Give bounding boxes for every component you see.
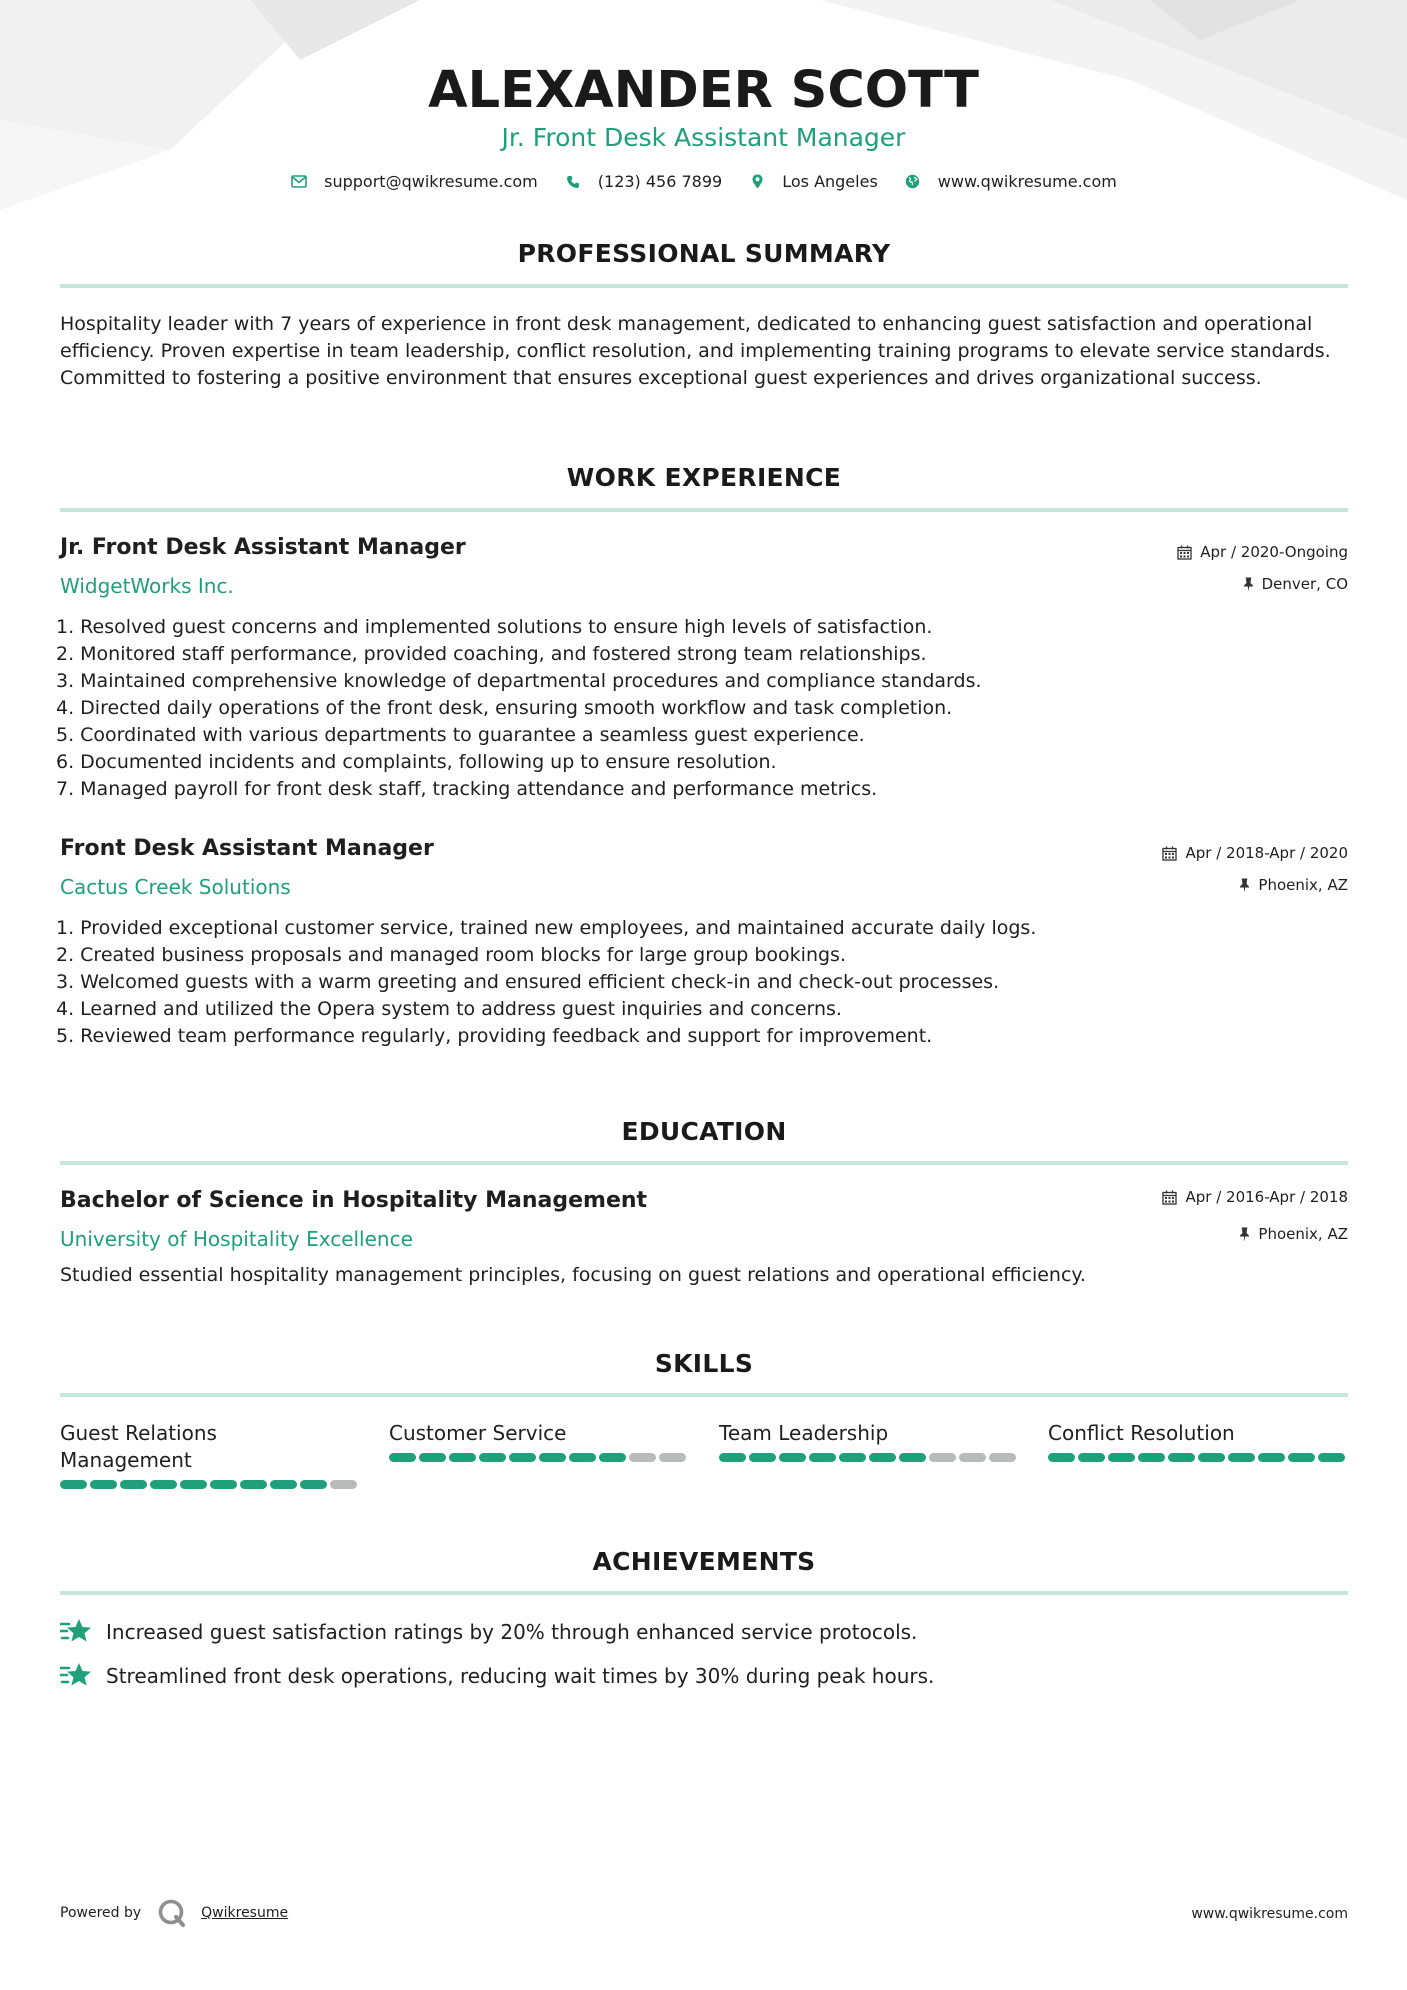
list-item: 6. Documented incidents and complaints, following up to ensure resolution. xyxy=(56,751,777,773)
job-location xyxy=(1243,575,1348,593)
skills-grid xyxy=(60,1420,1348,1500)
job-dates-text: Apr / 2018-Apr / 2020 xyxy=(1185,844,1348,862)
achievement-item xyxy=(60,1618,1350,1646)
powered-by-label: Powered by xyxy=(60,1905,142,1921)
contact-bar xyxy=(0,172,1407,191)
contact-location-text: Los Angeles xyxy=(782,172,878,191)
skill-segment-filled xyxy=(1048,1453,1075,1462)
skill-segment-filled xyxy=(210,1480,237,1489)
skill-item xyxy=(60,1420,360,1489)
skill-segment-filled xyxy=(569,1453,596,1462)
section-title-summary: PROFESSIONAL SUMMARY xyxy=(517,239,891,268)
school-name: University of Hospitality Excellence xyxy=(60,1227,413,1251)
skill-segment-filled xyxy=(1318,1453,1345,1462)
skill-segment-filled xyxy=(719,1453,746,1462)
section-divider xyxy=(60,508,1348,512)
skill-segment-filled xyxy=(479,1453,506,1462)
section-divider xyxy=(60,1591,1348,1595)
map-pin-icon xyxy=(748,173,766,191)
skill-item xyxy=(719,1420,1019,1462)
skill-segment-filled xyxy=(120,1480,147,1489)
skill-segment-filled xyxy=(809,1453,836,1462)
skill-name: Guest Relations Management xyxy=(60,1421,217,1472)
pushpin-icon xyxy=(1239,1227,1250,1242)
job-company: WidgetWorks Inc. xyxy=(60,574,234,598)
skill-name: Conflict Resolution xyxy=(1048,1421,1235,1445)
calendar-icon xyxy=(1162,1190,1177,1205)
skill-segment-filled xyxy=(1078,1453,1105,1462)
skill-segment-filled xyxy=(1198,1453,1225,1462)
job-dates xyxy=(1177,543,1348,561)
list-item: 3. Welcomed guests with a warm greeting and ensured efficient check-in and check-out processes. xyxy=(56,971,1000,993)
achievement-item xyxy=(60,1662,1350,1690)
list-item: 2. Created business proposals and managed room blocks for large group bookings. xyxy=(56,944,846,966)
skill-segment-filled xyxy=(240,1480,267,1489)
section-title-experience: WORK EXPERIENCE xyxy=(566,463,842,492)
contact-phone-text: (123) 456 7899 xyxy=(597,172,723,191)
skill-segment-filled xyxy=(869,1453,896,1462)
resume-header xyxy=(0,58,1407,156)
footer-website[interactable]: www.qwikresume.com xyxy=(1191,1906,1348,1922)
skill-segment-filled xyxy=(899,1453,926,1462)
list-item: 2. Monitored staff performance, provided coaching, and fostered strong team relationships. xyxy=(56,643,927,665)
skill-segment-filled xyxy=(1108,1453,1135,1462)
job-bullets xyxy=(56,614,1346,803)
skill-segment-filled xyxy=(300,1480,327,1489)
contact-website[interactable] xyxy=(904,172,1117,191)
skill-segment-filled xyxy=(90,1480,117,1489)
education-location-text: Phoenix, AZ xyxy=(1258,1225,1348,1243)
candidate-name: ALEXANDER SCOTT xyxy=(428,61,979,120)
section-divider xyxy=(60,284,1348,288)
skill-segment-empty xyxy=(330,1480,357,1489)
skill-name: Customer Service xyxy=(389,1421,567,1445)
skill-segment-filled xyxy=(150,1480,177,1489)
list-item: 1. Provided exceptional customer service, trained new employees, and maintained accurate daily logs. xyxy=(56,917,1037,939)
degree-title: Bachelor of Science in Hospitality Management xyxy=(60,1188,648,1213)
star-icon xyxy=(60,1618,92,1646)
list-item: 4. Directed daily operations of the front desk, ensuring smooth workflow and task completion. xyxy=(56,697,953,719)
skill-item xyxy=(389,1420,689,1462)
job-location-text: Phoenix, AZ xyxy=(1258,876,1348,894)
achievement-text: Streamlined front desk operations, reducing wait times by 30% during peak hours. xyxy=(106,1664,935,1688)
calendar-icon xyxy=(1162,846,1177,861)
skill-item xyxy=(1048,1420,1348,1462)
job-bullets xyxy=(56,915,1346,1050)
job-title: Front Desk Assistant Manager xyxy=(60,836,434,861)
skill-segment-filled xyxy=(749,1453,776,1462)
skill-segment-empty xyxy=(989,1453,1016,1462)
skill-segment-empty xyxy=(929,1453,956,1462)
skill-segment-filled xyxy=(1258,1453,1285,1462)
pushpin-icon xyxy=(1243,577,1254,592)
contact-email[interactable] xyxy=(290,172,538,191)
skill-segment-empty xyxy=(629,1453,656,1462)
skill-segment-filled xyxy=(839,1453,866,1462)
achievement-text: Increased guest satisfaction ratings by 20% through enhanced service protocols. xyxy=(106,1620,918,1644)
skill-segment-filled xyxy=(419,1453,446,1462)
contact-phone[interactable] xyxy=(564,172,722,191)
job-dates xyxy=(1162,844,1348,862)
summary-text: Hospitality leader with 7 years of experience in front desk management, dedicated to enhancing guest satisfaction and operational efficiency. Proven expertise in team leadership, conflict resolution, and implementing training programs to elevate service standards. Committed to fostering a positive environment that ensures exceptional guest experiences and drives organizational success. xyxy=(60,313,1331,389)
skill-level-bar xyxy=(389,1453,689,1462)
pushpin-icon xyxy=(1239,878,1250,893)
skill-segment-filled xyxy=(60,1480,87,1489)
skill-segment-filled xyxy=(509,1453,536,1462)
list-item: 7. Managed payroll for front desk staff, tracking attendance and performance metrics. xyxy=(56,778,878,800)
list-item: 4. Learned and utilized the Opera system to address guest inquiries and concerns. xyxy=(56,998,842,1020)
contact-website-text: www.qwikresume.com xyxy=(937,172,1117,191)
skill-segment-filled xyxy=(779,1453,806,1462)
phone-icon xyxy=(564,173,582,191)
list-item: 3. Maintained comprehensive knowledge of departmental procedures and compliance standards. xyxy=(56,670,982,692)
job-title: Jr. Front Desk Assistant Manager xyxy=(60,535,466,560)
qwikresume-link[interactable]: Qwikresume xyxy=(201,1905,289,1921)
skill-name: Team Leadership xyxy=(719,1421,889,1445)
section-title-achievements: ACHIEVEMENTS xyxy=(592,1547,816,1576)
footer-powered-by xyxy=(60,1898,288,1928)
education-description: Studied essential hospitality management principles, focusing on guest relations and operational efficiency. xyxy=(60,1264,1086,1286)
skill-segment-filled xyxy=(389,1453,416,1462)
skill-level-bar xyxy=(719,1453,1019,1462)
skill-segment-filled xyxy=(599,1453,626,1462)
contact-location xyxy=(748,172,878,191)
list-item: 5. Reviewed team performance regularly, providing feedback and support for improvement. xyxy=(56,1025,933,1047)
section-title-skills: SKILLS xyxy=(654,1349,754,1378)
section-divider xyxy=(60,1393,1348,1397)
education-dates-text: Apr / 2016-Apr / 2018 xyxy=(1185,1188,1348,1206)
envelope-icon xyxy=(290,173,308,191)
skill-segment-empty xyxy=(659,1453,686,1462)
candidate-title: Jr. Front Desk Assistant Manager xyxy=(501,123,906,152)
education-location xyxy=(1239,1225,1348,1243)
skill-segment-filled xyxy=(1138,1453,1165,1462)
job-dates-text: Apr / 2020-Ongoing xyxy=(1200,543,1348,561)
calendar-icon xyxy=(1177,545,1192,560)
job-company: Cactus Creek Solutions xyxy=(60,875,291,899)
skill-segment-filled xyxy=(539,1453,566,1462)
job-location-text: Denver, CO xyxy=(1261,575,1348,593)
star-icon xyxy=(60,1662,92,1690)
list-item: 1. Resolved guest concerns and implemented solutions to ensure high levels of satisfaction. xyxy=(56,616,933,638)
education-dates xyxy=(1162,1188,1348,1206)
skill-segment-filled xyxy=(1288,1453,1315,1462)
skill-level-bar xyxy=(1048,1453,1348,1462)
skill-segment-filled xyxy=(449,1453,476,1462)
skill-level-bar xyxy=(60,1480,360,1489)
list-item: 5. Coordinated with various departments to guarantee a seamless guest experience. xyxy=(56,724,865,746)
section-divider xyxy=(60,1161,1348,1165)
skill-segment-empty xyxy=(959,1453,986,1462)
skill-segment-filled xyxy=(180,1480,207,1489)
skill-segment-filled xyxy=(1168,1453,1195,1462)
skill-segment-filled xyxy=(1228,1453,1255,1462)
qwikresume-logo-icon xyxy=(157,1898,187,1928)
skill-segment-filled xyxy=(270,1480,297,1489)
job-location xyxy=(1239,876,1348,894)
globe-icon xyxy=(904,173,922,191)
section-title-education: EDUCATION xyxy=(621,1117,787,1146)
contact-email-text: support@qwikresume.com xyxy=(324,172,538,191)
